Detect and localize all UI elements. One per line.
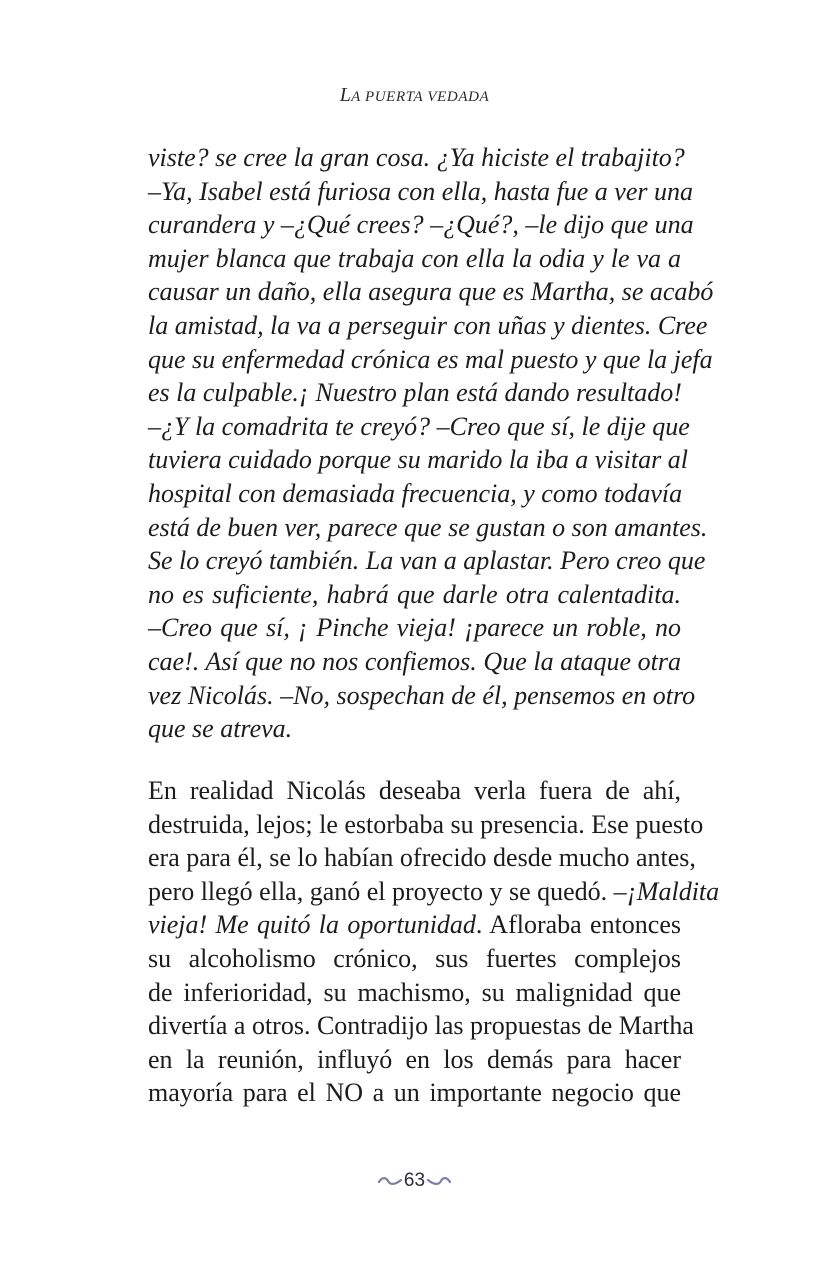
text-line: cae!. Así que no nos confiemos. Que la ataque otra <box>148 646 681 676</box>
text-line: curandera y –¿Qué crees? –¿Qué?, –le dijo que una <box>148 210 694 240</box>
text-line: en la reunión, influyó en los demás para hacer <box>148 1044 681 1074</box>
text-line: era para él, se lo habían ofrecido desde mucho antes, <box>148 843 696 873</box>
text-line: hospital con demasiada frecuencia, y como todavía <box>148 478 683 508</box>
text-line: que se atreva. <box>148 714 293 744</box>
text-line: –Ya, Isabel está furiosa con ella, hasta fue a ver una <box>148 176 694 206</box>
text-line: de inferioridad, su machismo, su malignidad que <box>148 977 681 1007</box>
text-line: Se lo creyó también. La van a aplastar. Pero creo que <box>148 546 706 576</box>
dialogue-paragraph <box>148 141 714 746</box>
text-line: que su enfermedad crónica es mal puesto y que la jefa <box>148 344 713 374</box>
italic-run: ¡Maldita <box>626 876 720 906</box>
text-line: su alcoholismo crónico, sus fuertes complejos <box>148 943 681 973</box>
text-line: mayoría para el NO a un importante negocio que <box>148 1078 681 1108</box>
running-header <box>0 84 829 107</box>
text-run: . Afloraba entonces <box>475 910 681 940</box>
text-line: causar un daño, ella asegura que es Martha, se acabó <box>148 277 714 307</box>
text-line: En realidad Nicolás deseaba verla fuera de ahí, <box>148 776 681 805</box>
text-line: destruida, lejos; le estorbaba su presencia. Ese puesto <box>148 809 704 839</box>
text-line: es la culpable.¡ Nuestro plan está dando resultado! <box>148 378 682 408</box>
text-run: pero llegó ella, ganó el proyecto y se quedó. – <box>148 876 627 906</box>
narrative-paragraph <box>148 774 720 1110</box>
page-footer <box>0 1170 829 1192</box>
text-line-mixed <box>148 908 681 942</box>
text-line: tuviera cuidado porque su marido la iba a visitar al <box>148 445 688 475</box>
text-line: vez Nicolás. –No, sospechan de él, pensemos en otro <box>148 680 696 710</box>
page-number: 63 <box>403 1170 426 1191</box>
text-line: –¿Y la comadrita te creyó? –Creo que sí, le dije que <box>148 411 690 441</box>
header-title: A PUERTA VEDADA <box>351 89 490 105</box>
text-line: mujer blanca que trabaja con ella la odia y le va a <box>148 243 681 273</box>
ornament-right-icon <box>427 1170 451 1192</box>
text-line: no es suficiente, habrá que darle otra calentadita. <box>148 579 681 609</box>
text-line: –Creo que sí, ¡ Pinche vieja! ¡parece un roble, no <box>148 613 681 643</box>
text-line: la amistad, la va a perseguir con uñas y dientes. Cree <box>148 310 708 340</box>
header-initial: L <box>339 84 352 106</box>
text-line: está de buen ver, parece que se gustan o son amantes. <box>148 512 708 542</box>
text-line: viste? se cree la gran cosa. ¿Ya hiciste el trabajito? <box>148 143 685 172</box>
text-line: divertía a otros. Contradijo las propuestas de Martha <box>148 1011 694 1041</box>
ornament-left-icon <box>378 1170 402 1192</box>
italic-run: vieja! Me quitó la oportunidad <box>148 910 476 940</box>
text-line-mixed <box>148 875 720 909</box>
